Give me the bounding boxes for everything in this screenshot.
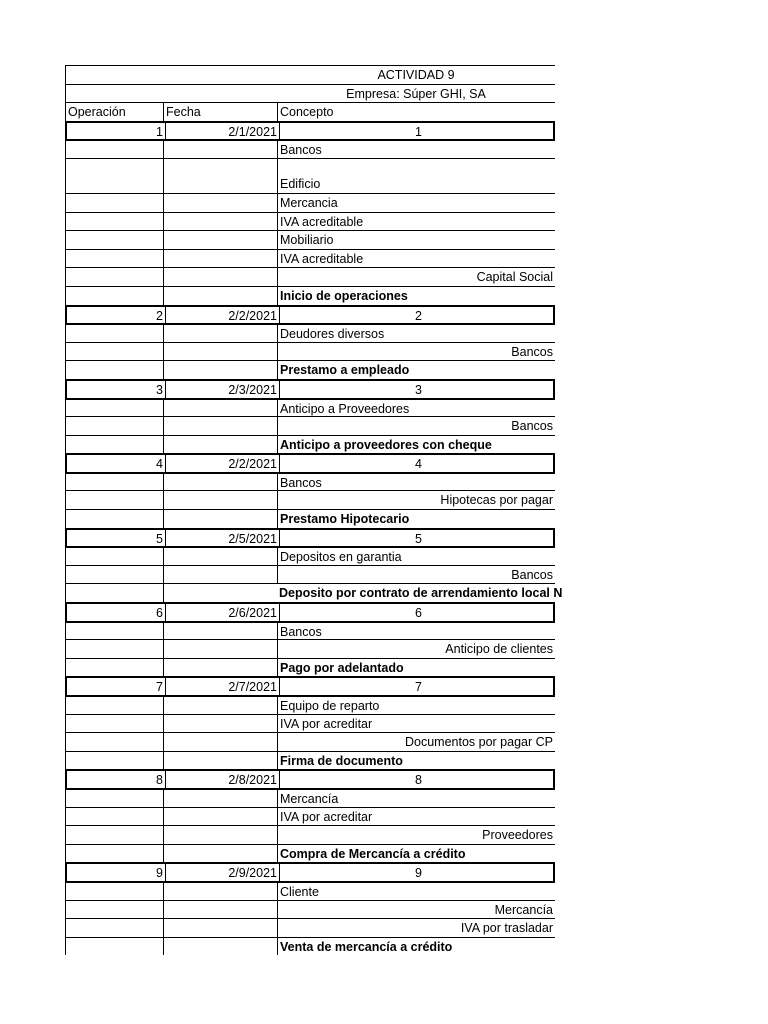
description-row [65,583,563,602]
entry-date: 2/7/2021 [165,678,279,695]
entry-description: Firma de documento [277,752,555,770]
entry-header-row [65,121,555,140]
operation-number: 2 [156,308,163,323]
operation-number: 8 [156,773,163,788]
journal-entries [65,121,563,956]
entry-header-row [65,862,555,881]
credit-row [65,490,555,509]
concept-number: 3 [279,381,557,398]
entry-description: Deposito por contrato de arrendamiento local N [279,586,563,601]
operation-number: 6 [156,606,163,621]
entry-header-row [65,602,555,621]
entry-description: Compra de Mercancía a crédito [277,845,555,863]
operation-number: 7 [156,680,163,695]
debit-row [65,323,555,342]
header-fecha: Fecha [163,103,277,121]
description-row [65,658,555,677]
description-row [65,844,555,863]
entry-date: 2/1/2021 [165,123,279,140]
debit-account: Anticipo a Proveedores [277,400,555,417]
credit-account: Bancos [277,343,555,361]
concept-number: 4 [279,455,557,472]
operation-number: 1 [156,124,163,139]
credit-row [65,918,555,937]
debit-row [65,249,555,268]
debit-row [65,398,555,417]
entry-header-row [65,379,555,398]
entry-description: Venta de mercancía a crédito [277,938,555,956]
debit-account: Mercancía [277,790,555,807]
credit-account: Documentos por pagar CP [277,733,555,751]
entry-header-row [65,769,555,788]
description-row [65,937,555,956]
credit-row [65,639,555,658]
debit-row [65,158,555,193]
entry-date: 2/3/2021 [165,381,279,398]
credit-row [65,267,555,286]
entry-date: 2/2/2021 [165,455,279,472]
debit-account: Edificio [277,159,555,193]
company-row [65,84,555,103]
debit-account: Depositos en garantia [277,548,555,565]
entry-description: Anticipo a proveedores con cheque [277,436,555,454]
debit-account: IVA por acreditar [277,808,555,826]
entry-description: Pago por adelantado [277,659,555,677]
credit-account: Bancos [277,566,555,584]
concept-number: 6 [279,604,557,621]
concept-number: 5 [279,530,557,547]
credit-account: Anticipo de clientes [277,640,555,658]
operation-number: 9 [156,866,163,881]
credit-row [65,342,555,361]
debit-account: Mobiliario [277,231,555,249]
debit-row [65,546,555,565]
header-row [65,102,555,121]
description-row [65,509,555,528]
debit-account: Bancos [277,474,555,491]
debit-row [65,230,555,249]
credit-row [65,900,555,919]
activity-title: ACTIVIDAD 9 [377,68,455,82]
journal-sheet [65,65,563,955]
description-row [65,435,555,454]
credit-account: Capital Social [277,268,555,286]
description-row [65,360,555,379]
credit-account: Hipotecas por pagar [277,491,555,509]
entry-date: 2/9/2021 [165,864,279,881]
credit-account: Proveedores [277,826,555,844]
credit-account: Bancos [277,417,555,435]
entry-header-row [65,528,555,547]
entry-date: 2/6/2021 [165,604,279,621]
debit-row [65,139,555,158]
concept-number: 7 [279,678,557,695]
header-operacion: Operación [65,103,163,121]
debit-account: Equipo de reparto [277,697,555,714]
debit-account: Cliente [277,883,555,900]
entry-header-row [65,453,555,472]
entry-date: 2/8/2021 [165,771,279,788]
concept-number: 8 [279,771,557,788]
debit-account: Deudores diversos [277,325,555,342]
debit-account: IVA acreditable [277,213,555,231]
title-row [65,65,555,84]
debit-account: Bancos [277,141,555,158]
concept-number: 2 [279,307,557,324]
description-row [65,751,555,770]
entry-date: 2/2/2021 [165,307,279,324]
debit-account: Mercancia [277,194,555,212]
operation-number: 4 [156,457,163,472]
concept-number: 1 [279,123,557,140]
credit-row [65,416,555,435]
entry-header-row [65,305,555,324]
entry-header-row [65,676,555,695]
debit-account: IVA acreditable [277,250,555,268]
debit-row [65,807,555,826]
debit-row [65,788,555,807]
operation-number: 5 [156,531,163,546]
debit-row [65,193,555,212]
debit-account: Bancos [277,623,555,640]
operation-number: 3 [156,382,163,397]
entry-description: Prestamo a empleado [277,361,555,379]
debit-row [65,695,555,714]
debit-row [65,881,555,900]
credit-row [65,825,555,844]
company-name: Empresa: Súper GHI, SA [346,86,486,101]
header-concepto: Concepto [277,103,555,121]
entry-description: Inicio de operaciones [277,287,555,305]
concept-number: 9 [279,864,557,881]
credit-row [65,732,555,751]
entry-date: 2/5/2021 [165,530,279,547]
debit-account: IVA por acreditar [277,715,555,733]
credit-account: IVA por trasladar [277,919,555,937]
credit-account: Mercancía [277,901,555,919]
entry-description: Prestamo Hipotecario [277,510,555,528]
debit-row [65,621,555,640]
debit-row [65,714,555,733]
description-row [65,286,555,305]
debit-row [65,472,555,491]
credit-row [65,565,555,584]
debit-row [65,212,555,231]
